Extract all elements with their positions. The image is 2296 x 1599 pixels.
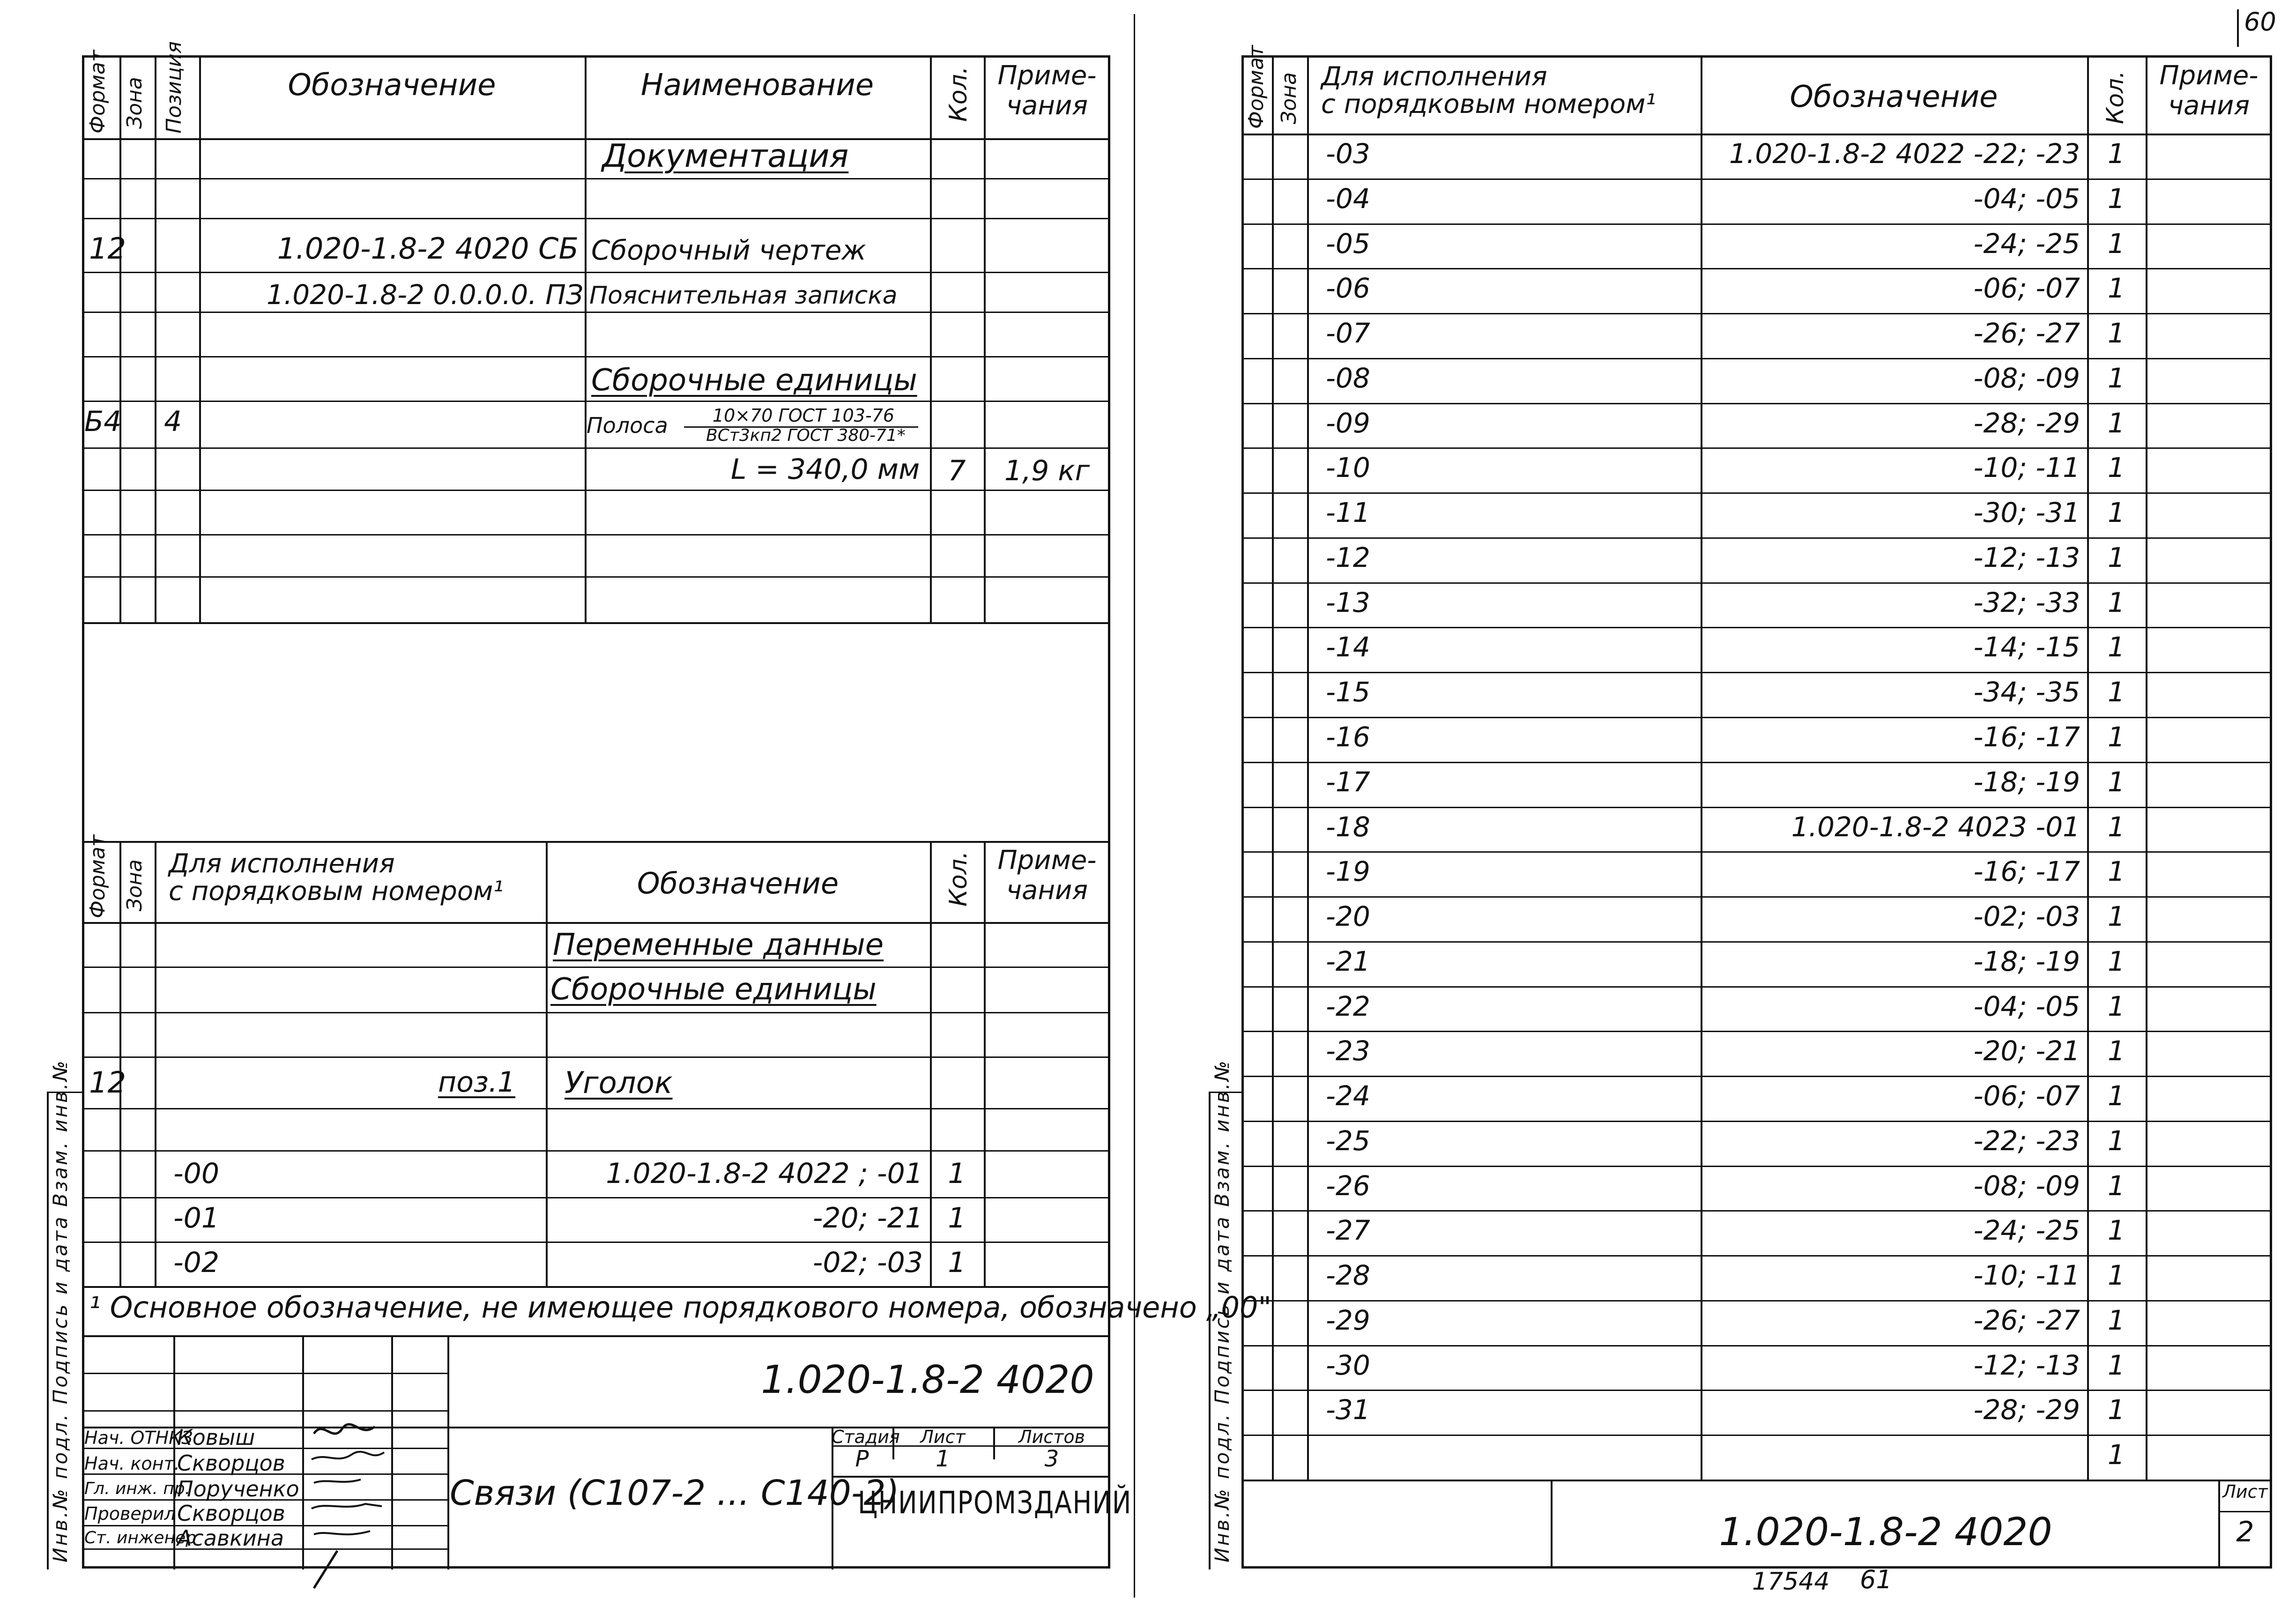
r-designation: -32; -33 — [1973, 586, 2080, 618]
r-sheet-number: 2 — [2236, 1516, 2254, 1548]
sheet-label: Лист — [920, 1427, 966, 1447]
role-label: Проверил — [84, 1503, 176, 1524]
r-designation: -08; -09 — [1973, 362, 2080, 394]
r-exec: -04 — [1326, 182, 1370, 215]
r-exec: -10 — [1326, 452, 1370, 484]
r-designation: -12; -13 — [1973, 1349, 2080, 1381]
page-number: 61 — [1860, 1565, 1892, 1594]
role-label: Нач. ОТНКЗ — [84, 1428, 193, 1448]
r-exec: -12 — [1326, 541, 1370, 573]
var-designation: 1.020-1.8-2 4022 ; -01 — [606, 1157, 923, 1190]
role-name: Асавкина — [177, 1525, 284, 1551]
spec-name: Пояснительная записка — [589, 282, 898, 310]
r-qty: 1 — [2108, 452, 2125, 484]
var-title-variable-data: Переменные данные — [553, 928, 884, 962]
header-position: Позиция — [162, 41, 186, 134]
spec-qty: 7 — [948, 454, 966, 487]
r-qty: 1 — [2108, 407, 2125, 439]
left-margin-stamp: Инв.№ подл. Подпись и дата Взам. инв.№ — [49, 1059, 72, 1562]
organization: ЦНИИПРОМЗДАНИЙ — [858, 1485, 1132, 1521]
r-qty: 1 — [2108, 945, 2125, 977]
r-exec: -24 — [1326, 1080, 1370, 1112]
r-designation: -24; -25 — [1973, 1214, 2080, 1247]
r-qty: 1 — [2108, 1349, 2125, 1381]
r-qty: 1 — [2108, 1259, 2125, 1292]
var-header-zone: Зона — [123, 859, 147, 911]
var-pos: поз.1 — [438, 1066, 516, 1099]
sheet-value: 1 — [936, 1446, 950, 1472]
header-zone: Зона — [123, 77, 147, 129]
r-exec: -03 — [1326, 138, 1370, 170]
r-exec: -28 — [1326, 1259, 1370, 1292]
r-qty: 1 — [2108, 631, 2125, 663]
sheets-value: 3 — [1044, 1446, 1059, 1472]
r-designation: -14; -15 — [1973, 631, 2080, 663]
r-qty: 1 — [2108, 855, 2125, 888]
header-notes: Приме- чания — [997, 60, 1097, 121]
var-name: Уголок — [565, 1066, 673, 1101]
r-designation: -16; -17 — [1973, 721, 2080, 753]
r-qty: 1 — [2108, 676, 2125, 708]
section-documentation: Документация — [602, 138, 849, 175]
r-qty: 1 — [2108, 497, 2125, 529]
r-qty: 1 — [2108, 362, 2125, 394]
r-designation: -20; -21 — [1973, 1035, 2080, 1067]
r-doc-code: 1.020-1.8-2 4020 — [1719, 1510, 2052, 1554]
r-designation: -10; -11 — [1973, 1259, 2080, 1292]
r-qty: 1 — [2108, 811, 2125, 843]
var-exec: -00 — [173, 1157, 219, 1190]
r-qty: 1 — [2108, 990, 2125, 1022]
r-exec: -15 — [1326, 676, 1370, 708]
r-qty: 1 — [2108, 1124, 2125, 1157]
r-qty: 1 — [2108, 1394, 2125, 1426]
role-name: Порученко — [177, 1476, 299, 1502]
spec-pos: 4 — [164, 405, 182, 438]
r-qty: 1 — [2108, 586, 2125, 618]
r-designation: 1.020-1.8-2 4022 -22; -23 — [1729, 138, 2080, 170]
r-designation: -04; -05 — [1973, 182, 2080, 215]
var-qty: 1 — [948, 1246, 966, 1279]
r-exec: -18 — [1326, 811, 1370, 843]
r-exec: -14 — [1326, 631, 1370, 663]
r-qty: 1 — [2108, 721, 2125, 753]
spec-designation: 1.020-1.8-2 0.0.0.0. ПЗ — [266, 279, 583, 311]
spec-format: Б4 — [84, 405, 122, 438]
archive-number: 17544 — [1752, 1568, 1830, 1596]
doc-code: 1.020-1.8-2 4020 — [761, 1358, 1094, 1402]
stage-value: Р — [855, 1446, 869, 1472]
spec-note: 1,9 кг — [1004, 454, 1090, 487]
r-designation: -28; -29 — [1973, 1394, 2080, 1426]
role-label: Гл. инж. пр. — [84, 1479, 191, 1498]
r-header-notes: Приме- чания — [2159, 60, 2259, 121]
r-qty: 1 — [2108, 272, 2125, 305]
signature-marks — [305, 1415, 394, 1593]
r-designation: -18; -19 — [1973, 945, 2080, 977]
r-exec: -11 — [1326, 497, 1370, 529]
r-designation: -02; -03 — [1973, 900, 2080, 933]
var-qty: 1 — [948, 1157, 966, 1190]
r-qty: 1 — [2108, 317, 2125, 350]
var-header-notes: Приме- чания — [997, 845, 1097, 906]
r-designation: -04; -05 — [1973, 990, 2080, 1022]
var-header-designation: Обозначение — [637, 866, 839, 900]
r-exec: -06 — [1326, 272, 1370, 305]
r-designation: 1.020-1.8-2 4023 -01 — [1791, 811, 2080, 843]
header-designation: Обозначение — [288, 68, 496, 103]
role-name: Ковыш — [177, 1425, 255, 1450]
polosa-fraction-bottom: ВСт3кп2 ГОСТ 380-71* — [706, 426, 906, 445]
role-name: Скворцов — [177, 1501, 285, 1526]
r-sheet-label: Лист — [2222, 1481, 2268, 1502]
header-format: Формат — [86, 50, 110, 134]
r-exec: -23 — [1326, 1035, 1370, 1067]
polosa-fraction-top: 10×70 ГОСТ 103-76 — [712, 405, 895, 426]
r-exec: -31 — [1326, 1394, 1370, 1426]
r-exec: -27 — [1326, 1214, 1370, 1247]
spec-length: L = 340,0 мм — [731, 453, 920, 486]
r-designation: -12; -13 — [1973, 541, 2080, 573]
r-designation: -16; -17 — [1973, 855, 2080, 888]
r-qty: 1 — [2108, 1169, 2125, 1202]
r-header-format: Формат — [1244, 45, 1268, 129]
r-qty: 1 — [2108, 182, 2125, 215]
r-exec: -13 — [1326, 586, 1370, 618]
right-margin-stamp: Инв.№ подл. Подпись и дата Взам. инв.№ — [1211, 1059, 1233, 1562]
r-exec: -26 — [1326, 1169, 1370, 1202]
r-exec: -07 — [1326, 317, 1370, 350]
var-header-qty: Кол. — [944, 851, 973, 907]
r-qty: 1 — [2108, 138, 2125, 170]
r-exec: -20 — [1326, 900, 1370, 933]
r-qty: 1 — [2108, 1304, 2125, 1336]
r-designation: -06; -07 — [1973, 272, 2080, 305]
r-designation: -26; -27 — [1973, 1304, 2080, 1336]
footnote: ¹ Основное обозначение, не имеющее порядкового номера, обозначено „00" — [89, 1290, 1272, 1324]
var-exec: -01 — [173, 1202, 219, 1235]
r-exec: -05 — [1326, 227, 1370, 260]
r-exec: -30 — [1326, 1349, 1370, 1381]
r-qty: 1 — [2108, 766, 2125, 798]
var-qty: 1 — [948, 1202, 966, 1235]
sheets-label: Листов — [1018, 1427, 1085, 1447]
r-qty: 1 — [2108, 1439, 2125, 1471]
r-exec: -22 — [1326, 990, 1370, 1022]
r-header-qty: Кол. — [2102, 71, 2129, 124]
r-header-exec: Для исполнения с порядковым номером¹ — [1321, 61, 1656, 119]
spec-name: Сборочный чертеж — [591, 234, 866, 266]
spec-format: 12 — [89, 231, 126, 266]
r-designation: -08; -09 — [1973, 1169, 2080, 1202]
r-designation: -34; -35 — [1973, 676, 2080, 708]
r-qty: 1 — [2108, 1035, 2125, 1067]
r-designation: -24; -25 — [1973, 227, 2080, 260]
r-exec: -17 — [1326, 766, 1370, 798]
r-exec: -21 — [1326, 945, 1370, 977]
r-qty: 1 — [2108, 1080, 2125, 1112]
spec-name: Полоса — [587, 413, 668, 438]
corner-mark: 60 — [2244, 7, 2276, 37]
var-designation: -02; -03 — [812, 1246, 923, 1279]
drawing-title: Связи (С107-2 ... С140-2) — [450, 1473, 899, 1513]
role-name: Скворцов — [177, 1450, 285, 1476]
r-designation: -30; -31 — [1973, 497, 2080, 529]
r-exec: -19 — [1326, 855, 1370, 888]
header-name: Наименование — [640, 68, 874, 103]
r-designation: -18; -19 — [1973, 766, 2080, 798]
var-header-format: Формат — [86, 834, 110, 918]
var-title-assembly-units: Сборочные единицы — [550, 972, 877, 1007]
r-exec: -08 — [1326, 362, 1370, 394]
r-header-designation: Обозначение — [1790, 80, 1998, 114]
r-designation: -26; -27 — [1973, 317, 2080, 350]
spec-designation: 1.020-1.8-2 4020 СБ — [277, 231, 579, 266]
var-header-exec: Для исполнения с порядковым номером¹ — [169, 848, 504, 907]
stage-label: Стадия — [832, 1427, 900, 1447]
r-designation: -22; -23 — [1973, 1124, 2080, 1157]
var-designation: -20; -21 — [812, 1202, 923, 1235]
r-qty: 1 — [2108, 900, 2125, 933]
r-qty: 1 — [2108, 541, 2125, 573]
r-designation: -06; -07 — [1973, 1080, 2080, 1112]
r-exec: -29 — [1326, 1304, 1370, 1336]
r-exec: -16 — [1326, 721, 1370, 753]
r-designation: -10; -11 — [1973, 452, 2080, 484]
role-label: Ст. инженер — [84, 1528, 197, 1547]
section-assembly-units: Сборочные единицы — [591, 363, 917, 398]
r-exec: -09 — [1326, 407, 1370, 439]
var-format: 12 — [89, 1065, 126, 1100]
r-qty: 1 — [2108, 1214, 2125, 1247]
r-designation: -28; -29 — [1973, 407, 2080, 439]
r-exec: -25 — [1326, 1124, 1370, 1157]
var-exec: -02 — [173, 1246, 219, 1279]
r-qty: 1 — [2108, 227, 2125, 260]
r-header-zone: Зона — [1277, 72, 1301, 124]
role-label: Нач. конт. — [84, 1453, 180, 1474]
header-qty: Кол. — [944, 66, 973, 122]
